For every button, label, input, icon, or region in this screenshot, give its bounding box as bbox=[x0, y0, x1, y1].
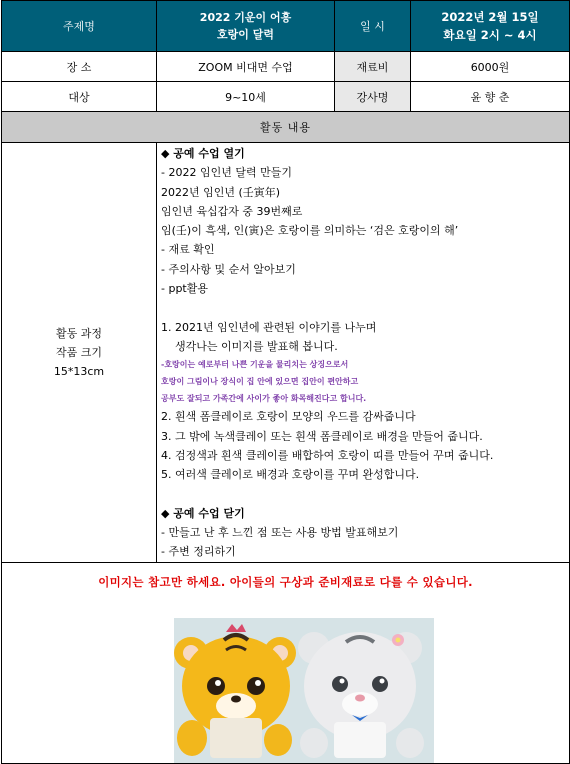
white-tiger bbox=[298, 632, 424, 758]
process-label bbox=[2, 143, 157, 563]
spacer bbox=[161, 298, 565, 317]
subject-line-1: 2022 기운이 어흥 bbox=[199, 11, 292, 24]
image-row bbox=[2, 562, 570, 763]
subject-value bbox=[157, 1, 335, 52]
step-line: 2. 흰색 폼클레이로 호랑이 모양의 우드를 감싸줍니다 bbox=[161, 410, 416, 424]
section-title: 활동 내용 bbox=[2, 112, 570, 143]
datetime-label: 일 시 bbox=[335, 1, 411, 52]
reference-note: 이미지는 참고만 하세요. 아이들의 구상과 준비재료로 다를 수 있습니다. bbox=[98, 574, 473, 589]
open-line: - ppt활용 bbox=[161, 282, 208, 296]
target-value: 9~10세 bbox=[157, 82, 335, 112]
tiger-note-line: 호랑이 그림이나 장식이 집 안에 있으면 집안이 편안하고 bbox=[161, 377, 359, 387]
subject-line-2: 호랑이 달력 bbox=[217, 28, 274, 41]
open-line: 임인년 육십갑자 중 39번째로 bbox=[161, 204, 303, 218]
place-row bbox=[2, 52, 570, 82]
datetime-line-2: 화요일 2시 ~ 4시 bbox=[443, 28, 537, 42]
material-value: 6000원 bbox=[411, 52, 570, 82]
yellow-tiger bbox=[174, 624, 296, 758]
place-label: 장 소 bbox=[2, 52, 157, 82]
lesson-plan-table bbox=[1, 0, 570, 764]
process-label-1: 활동 과정 bbox=[55, 326, 102, 340]
datetime-line-1: 2022년 2월 15일 bbox=[441, 10, 539, 24]
open-line: - 주의사항 및 순서 알아보기 bbox=[161, 262, 296, 276]
spacer bbox=[161, 484, 565, 503]
tiger-note-line: -호랑이는 예로부터 나쁜 기운을 물리치는 상징으로서 bbox=[161, 360, 349, 370]
close-line: - 주변 정리하기 bbox=[161, 545, 236, 559]
open-line: 2022년 임인년 (壬寅年) bbox=[161, 185, 281, 199]
process-label-2: 작품 크기 bbox=[55, 345, 102, 359]
teacher-value: 윤 향 춘 bbox=[411, 82, 570, 112]
open-line: - 2022 임인년 달력 만들기 bbox=[161, 166, 292, 180]
open-line: - 재료 확인 bbox=[161, 243, 215, 257]
place-value: ZOOM 비대면 수업 bbox=[157, 52, 335, 82]
image-cell bbox=[2, 562, 570, 763]
close-heading: ◆ 공예 수업 닫기 bbox=[161, 506, 245, 520]
target-label: 대상 bbox=[2, 82, 157, 112]
open-line: 임(壬)이 흑색, 인(寅)은 호랑이를 의미하는 ‘검은 호랑이의 해’ bbox=[161, 224, 459, 238]
section-row bbox=[2, 112, 570, 143]
step-line: 4. 검정색과 흰색 클레이를 배합하여 호랑이 띠를 만들어 꾸며 줍니다. bbox=[161, 448, 494, 462]
subject-label: 주제명 bbox=[2, 1, 157, 52]
close-line: - 만들고 난 후 느낀 점 또는 사용 방법 발표해보기 bbox=[161, 526, 399, 540]
target-row bbox=[2, 82, 570, 112]
header-row bbox=[2, 1, 570, 52]
open-heading: ◆ 공예 수업 열기 bbox=[161, 147, 245, 160]
step-line: 3. 그 밖에 녹색클레이 또는 흰색 폼클레이로 배경을 만들어 줍니다. bbox=[161, 429, 483, 443]
step-1-line-2: 생각나는 이미지를 발표해 봅니다. bbox=[175, 339, 338, 353]
teacher-label: 강사명 bbox=[335, 82, 411, 112]
step-1-line-1: 1. 2021년 임인년에 관련된 이야기를 나누며 bbox=[161, 320, 377, 334]
activity-content bbox=[157, 143, 570, 563]
tiger-craft-photo bbox=[174, 618, 434, 763]
datetime-value bbox=[411, 1, 570, 52]
tiger-note-line: 공부도 잘되고 가족간에 사이가 좋아 화목해진다고 합니다. bbox=[161, 394, 367, 404]
material-label: 재료비 bbox=[335, 52, 411, 82]
tiger-craft-illustration bbox=[174, 618, 434, 763]
process-row bbox=[2, 143, 570, 563]
process-label-3: 15*13cm bbox=[53, 364, 105, 378]
step-line: 5. 여러색 클레이로 배경과 호랑이를 꾸며 완성합니다. bbox=[161, 468, 420, 482]
